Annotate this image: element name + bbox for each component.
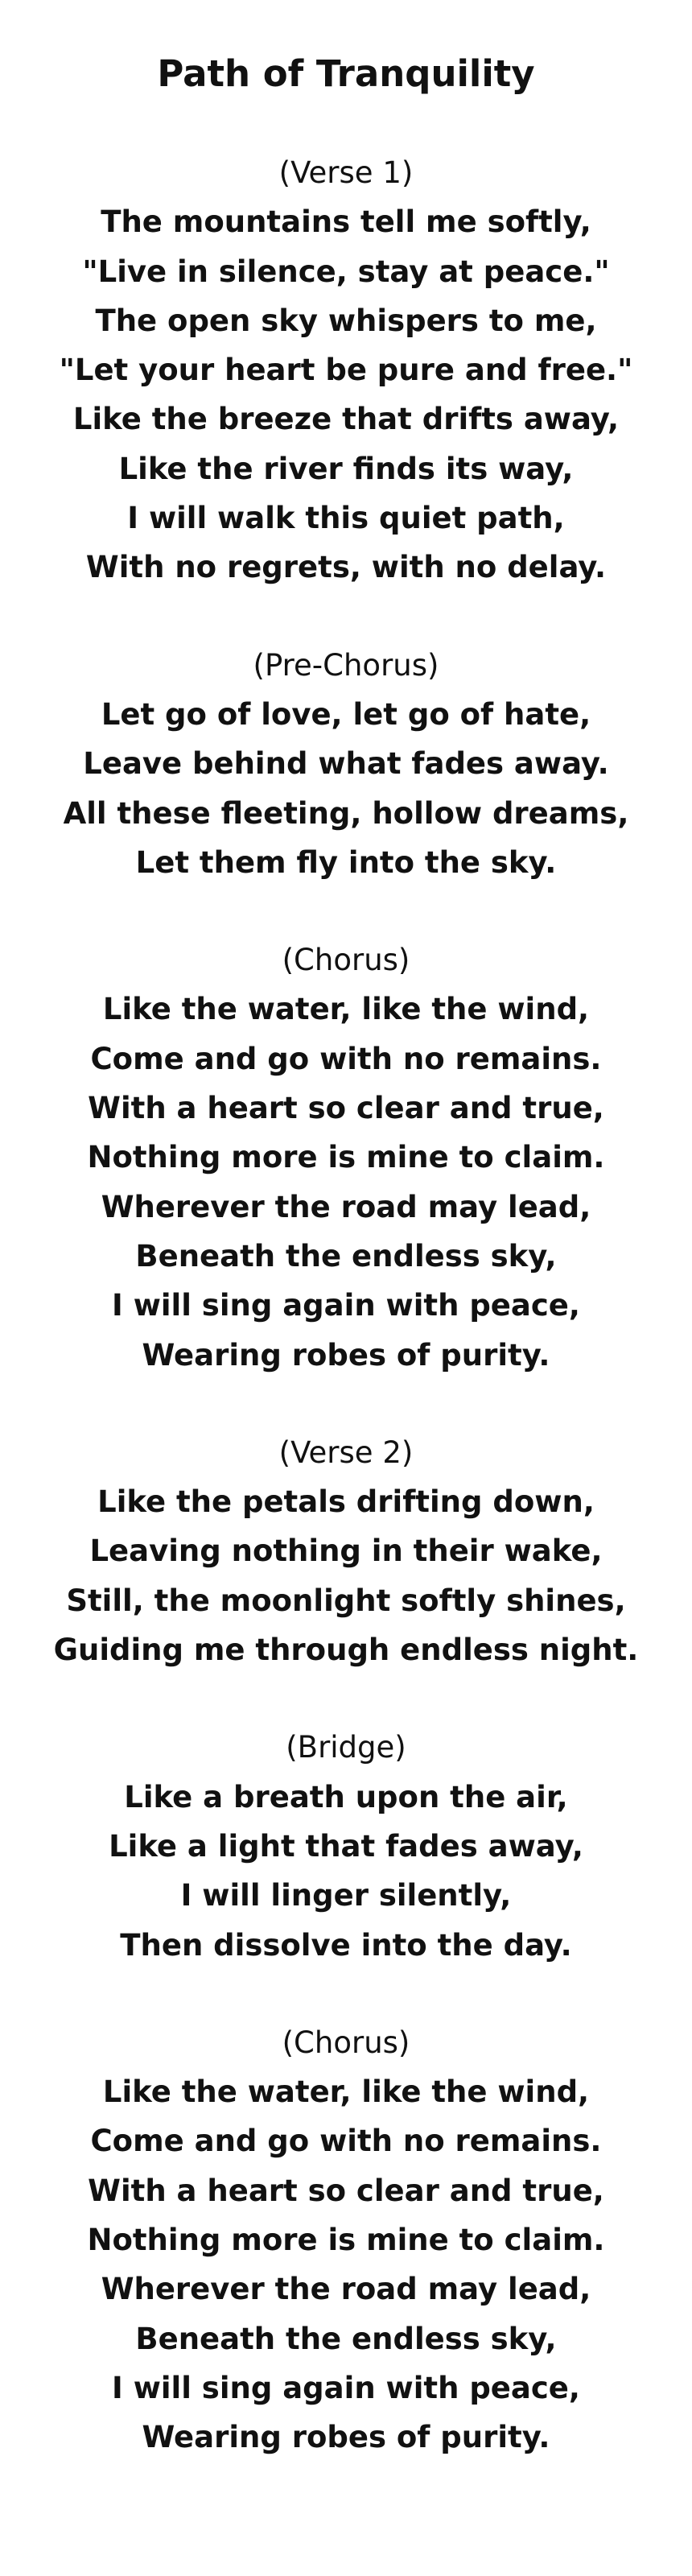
lyric-line: The mountains tell me softly,	[101, 204, 591, 240]
lyrics-section	[0, 148, 692, 592]
lyrics-section	[0, 1428, 692, 1674]
section-label: (Pre-Chorus)	[253, 647, 439, 683]
lyric-line: All these fleeting, hollow dreams,	[63, 795, 629, 831]
lyric-line: "Live in silence, stay at peace."	[82, 254, 610, 289]
lyric-line: Wearing robes of purity.	[142, 2420, 550, 2455]
lyric-line: Leaving nothing in their wake,	[89, 1534, 603, 1569]
lyric-line: Wherever the road may lead,	[101, 1189, 591, 1224]
lyric-line: Beneath the endless sky,	[135, 2321, 557, 2356]
lyric-line: Then dissolve into the day.	[120, 1927, 572, 1963]
lyric-line: Like the petals drifting down,	[97, 1484, 595, 1520]
section-label: (Verse 2)	[278, 1435, 414, 1470]
lyric-line: "Let your heart be pure and free."	[59, 353, 633, 388]
section-label: (Chorus)	[282, 943, 410, 978]
lyric-line: Like the water, like the wind,	[102, 2074, 590, 2110]
lyric-line: Wearing robes of purity.	[142, 1337, 550, 1373]
lyric-line: With no regrets, with no delay.	[85, 550, 607, 585]
lyric-line: Like a breath upon the air,	[124, 1779, 568, 1814]
lyric-line: Nothing more is mine to claim.	[87, 1140, 605, 1175]
lyric-line: Like the river finds its way,	[118, 451, 574, 486]
section-label: (Chorus)	[282, 2025, 410, 2060]
lyric-line: Leave behind what fades away.	[83, 746, 609, 782]
lyrics-section	[0, 2018, 692, 2462]
lyric-line: Let them fly into the sky.	[135, 844, 557, 880]
section-label: (Bridge)	[286, 1730, 406, 1765]
lyric-line: Let go of love, let go of hate,	[101, 696, 591, 732]
lyric-line: With a heart so clear and true,	[88, 1091, 604, 1126]
lyrics-section	[0, 1723, 692, 1969]
lyric-line: With a heart so clear and true,	[88, 2173, 604, 2208]
lyric-line: Come and go with no remains.	[90, 1041, 602, 1076]
lyric-line: I will linger silently,	[180, 1878, 512, 1913]
lyric-line: The open sky whispers to me,	[95, 303, 597, 338]
section-label: (Verse 1)	[278, 155, 414, 190]
lyric-line: Come and go with no remains.	[90, 2124, 602, 2159]
lyric-line: Nothing more is mine to claim.	[87, 2222, 605, 2257]
lyric-line: I will walk this quiet path,	[127, 501, 565, 536]
lyrics-body	[0, 148, 692, 2462]
lyric-line: Still, the moonlight softly shines,	[66, 1583, 626, 1618]
lyric-line: I will sing again with peace,	[112, 2370, 580, 2405]
lyric-line: Like a light that fades away,	[109, 1828, 583, 1864]
lyrics-section	[0, 641, 692, 887]
page-title: Path of Tranquility	[157, 52, 535, 95]
lyric-line: Beneath the endless sky,	[135, 1238, 557, 1274]
lyric-line: I will sing again with peace,	[112, 1288, 580, 1323]
lyric-line: Like the breeze that drifts away,	[72, 402, 620, 437]
lyric-line: Like the water, like the wind,	[102, 992, 590, 1027]
lyric-line: Guiding me through endless night.	[53, 1633, 639, 1668]
lyrics-section	[0, 935, 692, 1380]
lyric-line: Wherever the road may lead,	[101, 2272, 591, 2307]
